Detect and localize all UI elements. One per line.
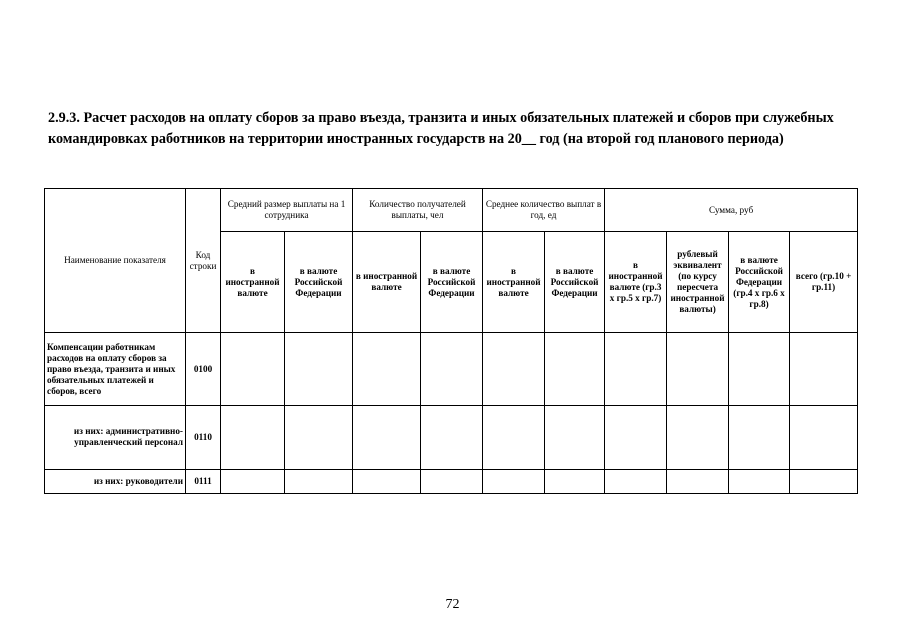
header-group-avg-count: Среднее количество выплат в год, ед xyxy=(483,189,605,232)
cell[interactable] xyxy=(483,469,545,493)
cell[interactable] xyxy=(421,469,483,493)
table-row xyxy=(45,333,858,405)
cell[interactable] xyxy=(605,333,667,405)
row-name: из них: административно-управленческий персонал xyxy=(45,405,186,469)
header-sum-equivalent: рублевый эквивалент (по курсу пересчета иностранной валюты) xyxy=(667,232,729,333)
cell[interactable] xyxy=(545,405,605,469)
cell[interactable] xyxy=(545,469,605,493)
page-number: 72 xyxy=(445,597,460,612)
cell[interactable] xyxy=(605,469,667,493)
cell[interactable] xyxy=(285,469,353,493)
header-sum-total: всего (гр.10 + гр.11) xyxy=(790,232,858,333)
header-code: Код строки xyxy=(186,189,221,333)
header-sum-rub: в валюте Российской Федерации (гр.4 х гр.6 х гр.8) xyxy=(729,232,790,333)
header-group-sum: Сумма, руб xyxy=(605,189,858,232)
cell[interactable] xyxy=(353,333,421,405)
cell[interactable] xyxy=(221,469,285,493)
cell[interactable] xyxy=(285,333,353,405)
cell[interactable] xyxy=(285,405,353,469)
row-code: 0110 xyxy=(186,405,221,469)
header-avg-rub: в валюте Российской Федерации xyxy=(285,232,353,333)
cell[interactable] xyxy=(421,405,483,469)
cell[interactable] xyxy=(729,333,790,405)
cell[interactable] xyxy=(421,333,483,405)
row-name: из них: руководители xyxy=(45,469,186,493)
header-avg-foreign: в иностранной валюте xyxy=(221,232,285,333)
header-name: Наименование показателя xyxy=(45,189,186,333)
header-count-rub: в валюте Российской Федерации xyxy=(421,232,483,333)
row-code: 0111 xyxy=(186,469,221,493)
cell[interactable] xyxy=(667,405,729,469)
header-avgcount-foreign: в иностранной валюте xyxy=(483,232,545,333)
cell[interactable] xyxy=(790,333,858,405)
cell[interactable] xyxy=(605,405,667,469)
table-row xyxy=(45,405,858,469)
cell[interactable] xyxy=(483,405,545,469)
cell[interactable] xyxy=(667,333,729,405)
header-sum-foreign: в иностранной валюте (гр.3 х гр.5 х гр.7) xyxy=(605,232,667,333)
row-name: Компенсации работникам расходов на оплату сборов за право въезда, транзита и иных обязательных платежей и сборов, всего xyxy=(45,333,186,405)
section-title: 2.9.3. Расчет расходов на оплату сборов за право въезда, транзита и иных обязательных платежей и сборов при служебных командировках работников на территории иностранных государств на 20__ год (на второй год планового периода) xyxy=(48,110,834,147)
cell[interactable] xyxy=(353,405,421,469)
cell[interactable] xyxy=(729,469,790,493)
cell[interactable] xyxy=(545,333,605,405)
header-count-foreign: в иностранной валюте xyxy=(353,232,421,333)
table-row xyxy=(45,469,858,493)
header-group-avg-payment: Средний размер выплаты на 1 сотрудника xyxy=(221,189,353,232)
cell[interactable] xyxy=(667,469,729,493)
header-group-recipient-count: Количество получателей выплаты, чел xyxy=(353,189,483,232)
cell[interactable] xyxy=(729,405,790,469)
header-avgcount-rub: в валюте Российской Федерации xyxy=(545,232,605,333)
row-code: 0100 xyxy=(186,333,221,405)
cell[interactable] xyxy=(790,469,858,493)
cell[interactable] xyxy=(221,405,285,469)
expense-table xyxy=(44,188,858,494)
cell[interactable] xyxy=(790,405,858,469)
cell[interactable] xyxy=(221,333,285,405)
cell[interactable] xyxy=(353,469,421,493)
cell[interactable] xyxy=(483,333,545,405)
